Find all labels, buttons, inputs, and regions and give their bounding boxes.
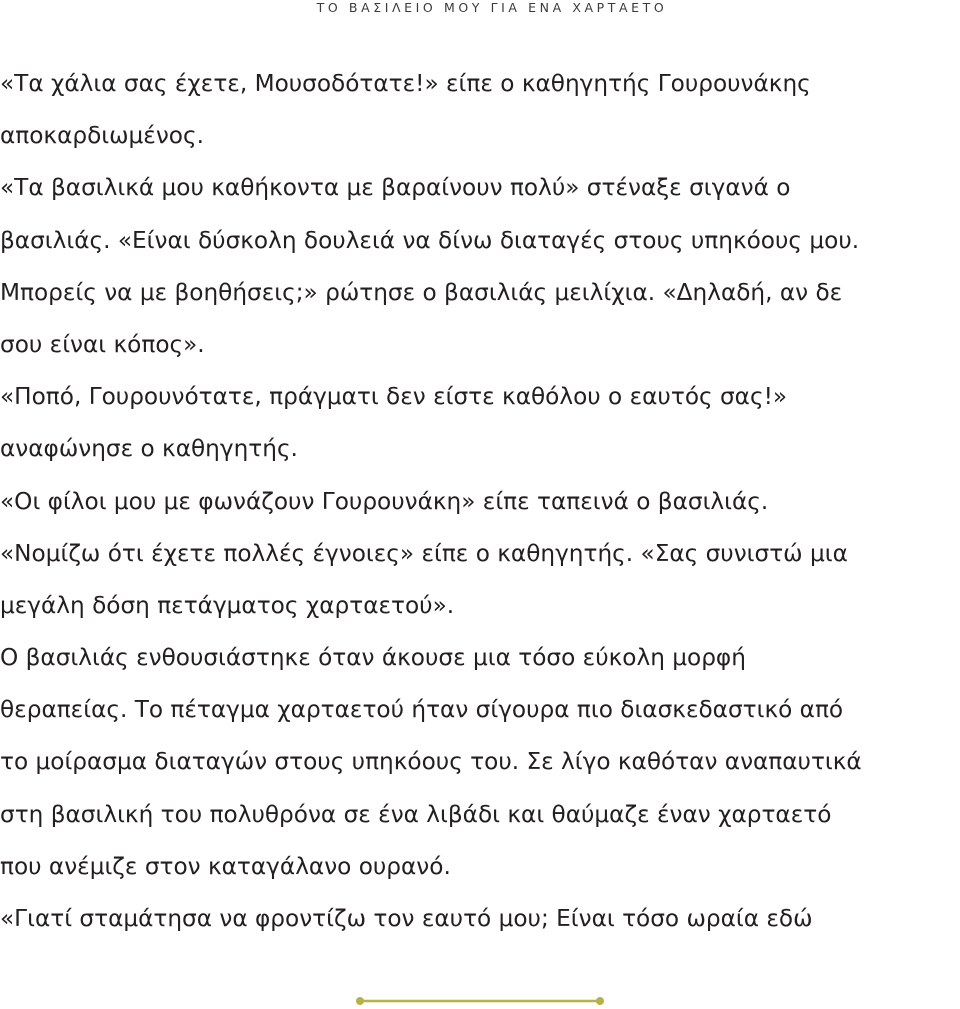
text-line: «Τα βασιλικά μου καθήκοντα με βαραίνουν πολύ» στέναξε σιγανά ο — [0, 174, 791, 202]
running-title: ΤΟ ΒΑΣΙΛΕΙΟ ΜΟΥ ΓΙΑ ΕΝΑ ΧΑΡΤΑΕΤΟ — [316, 0, 668, 15]
page-body — [0, 58, 960, 945]
text-line: Μπορείς να με βοηθήσεις;» ρώτησε ο βασιλιάς μειλίχια. «Δηλαδή, αν δε — [0, 278, 843, 306]
text-line: θεραπείας. Το πέταγμα χαρταετού ήταν σίγουρα πιο διασκεδαστικό από — [0, 696, 844, 724]
text-line: στη βασιλική του πολυθρόνα σε ένα λιβάδι και θαύμαζε έναν χαρταετό — [0, 800, 832, 828]
text-line: μεγάλη δόση πετάγματος χαρταετού». — [0, 591, 455, 619]
text-line: που ανέμιζε στον καταγάλανο ουρανό. — [0, 852, 451, 880]
text-line: σου είναι κόπος». — [0, 330, 205, 358]
text-line: το μοίρασμα διαταγών στους υπηκόους του. Σε λίγο καθόταν αναπαυτικά — [0, 748, 862, 776]
text-line: αναφώνησε ο καθηγητής. — [0, 435, 298, 463]
text-line: «Γιατί σταμάτησα να φροντίζω τον εαυτό μου; Είναι τόσο ωραία εδώ — [0, 905, 813, 932]
text-line: Ο βασιλιάς ενθουσιάστηκε όταν άκουσε μια τόσο εύκολη μορφή — [0, 644, 746, 672]
text-line: «Τα χάλια σας έχετε, Μουσοδότατε!» είπε ο καθηγητής Γουρουνάκης — [0, 70, 811, 97]
text-line: αποκαρδιωμένος. — [0, 122, 204, 150]
ornament-dot-left — [356, 997, 364, 1005]
dotted-rule-ornament-icon — [356, 993, 604, 1009]
text-line: «Οι φίλοι μου με φωνάζουν Γουρουνάκη» είπε ταπεινά ο βασιλιάς. — [0, 487, 769, 515]
text-line: «Νομίζω ότι έχετε πολλές έγνοιες» είπε ο καθηγητής. «Σας συνιστώ μια — [0, 539, 848, 567]
running-header — [0, 0, 960, 22]
ornament-dot-right — [596, 997, 604, 1005]
text-line: «Ποπό, Γουρουνότατε, πράγματι δεν είστε καθόλου ο εαυτός σας!» — [0, 383, 788, 411]
text-line: βασιλιάς. «Είναι δύσκολη δουλειά να δίνω διαταγές στους υπηκόους μου. — [0, 226, 860, 254]
